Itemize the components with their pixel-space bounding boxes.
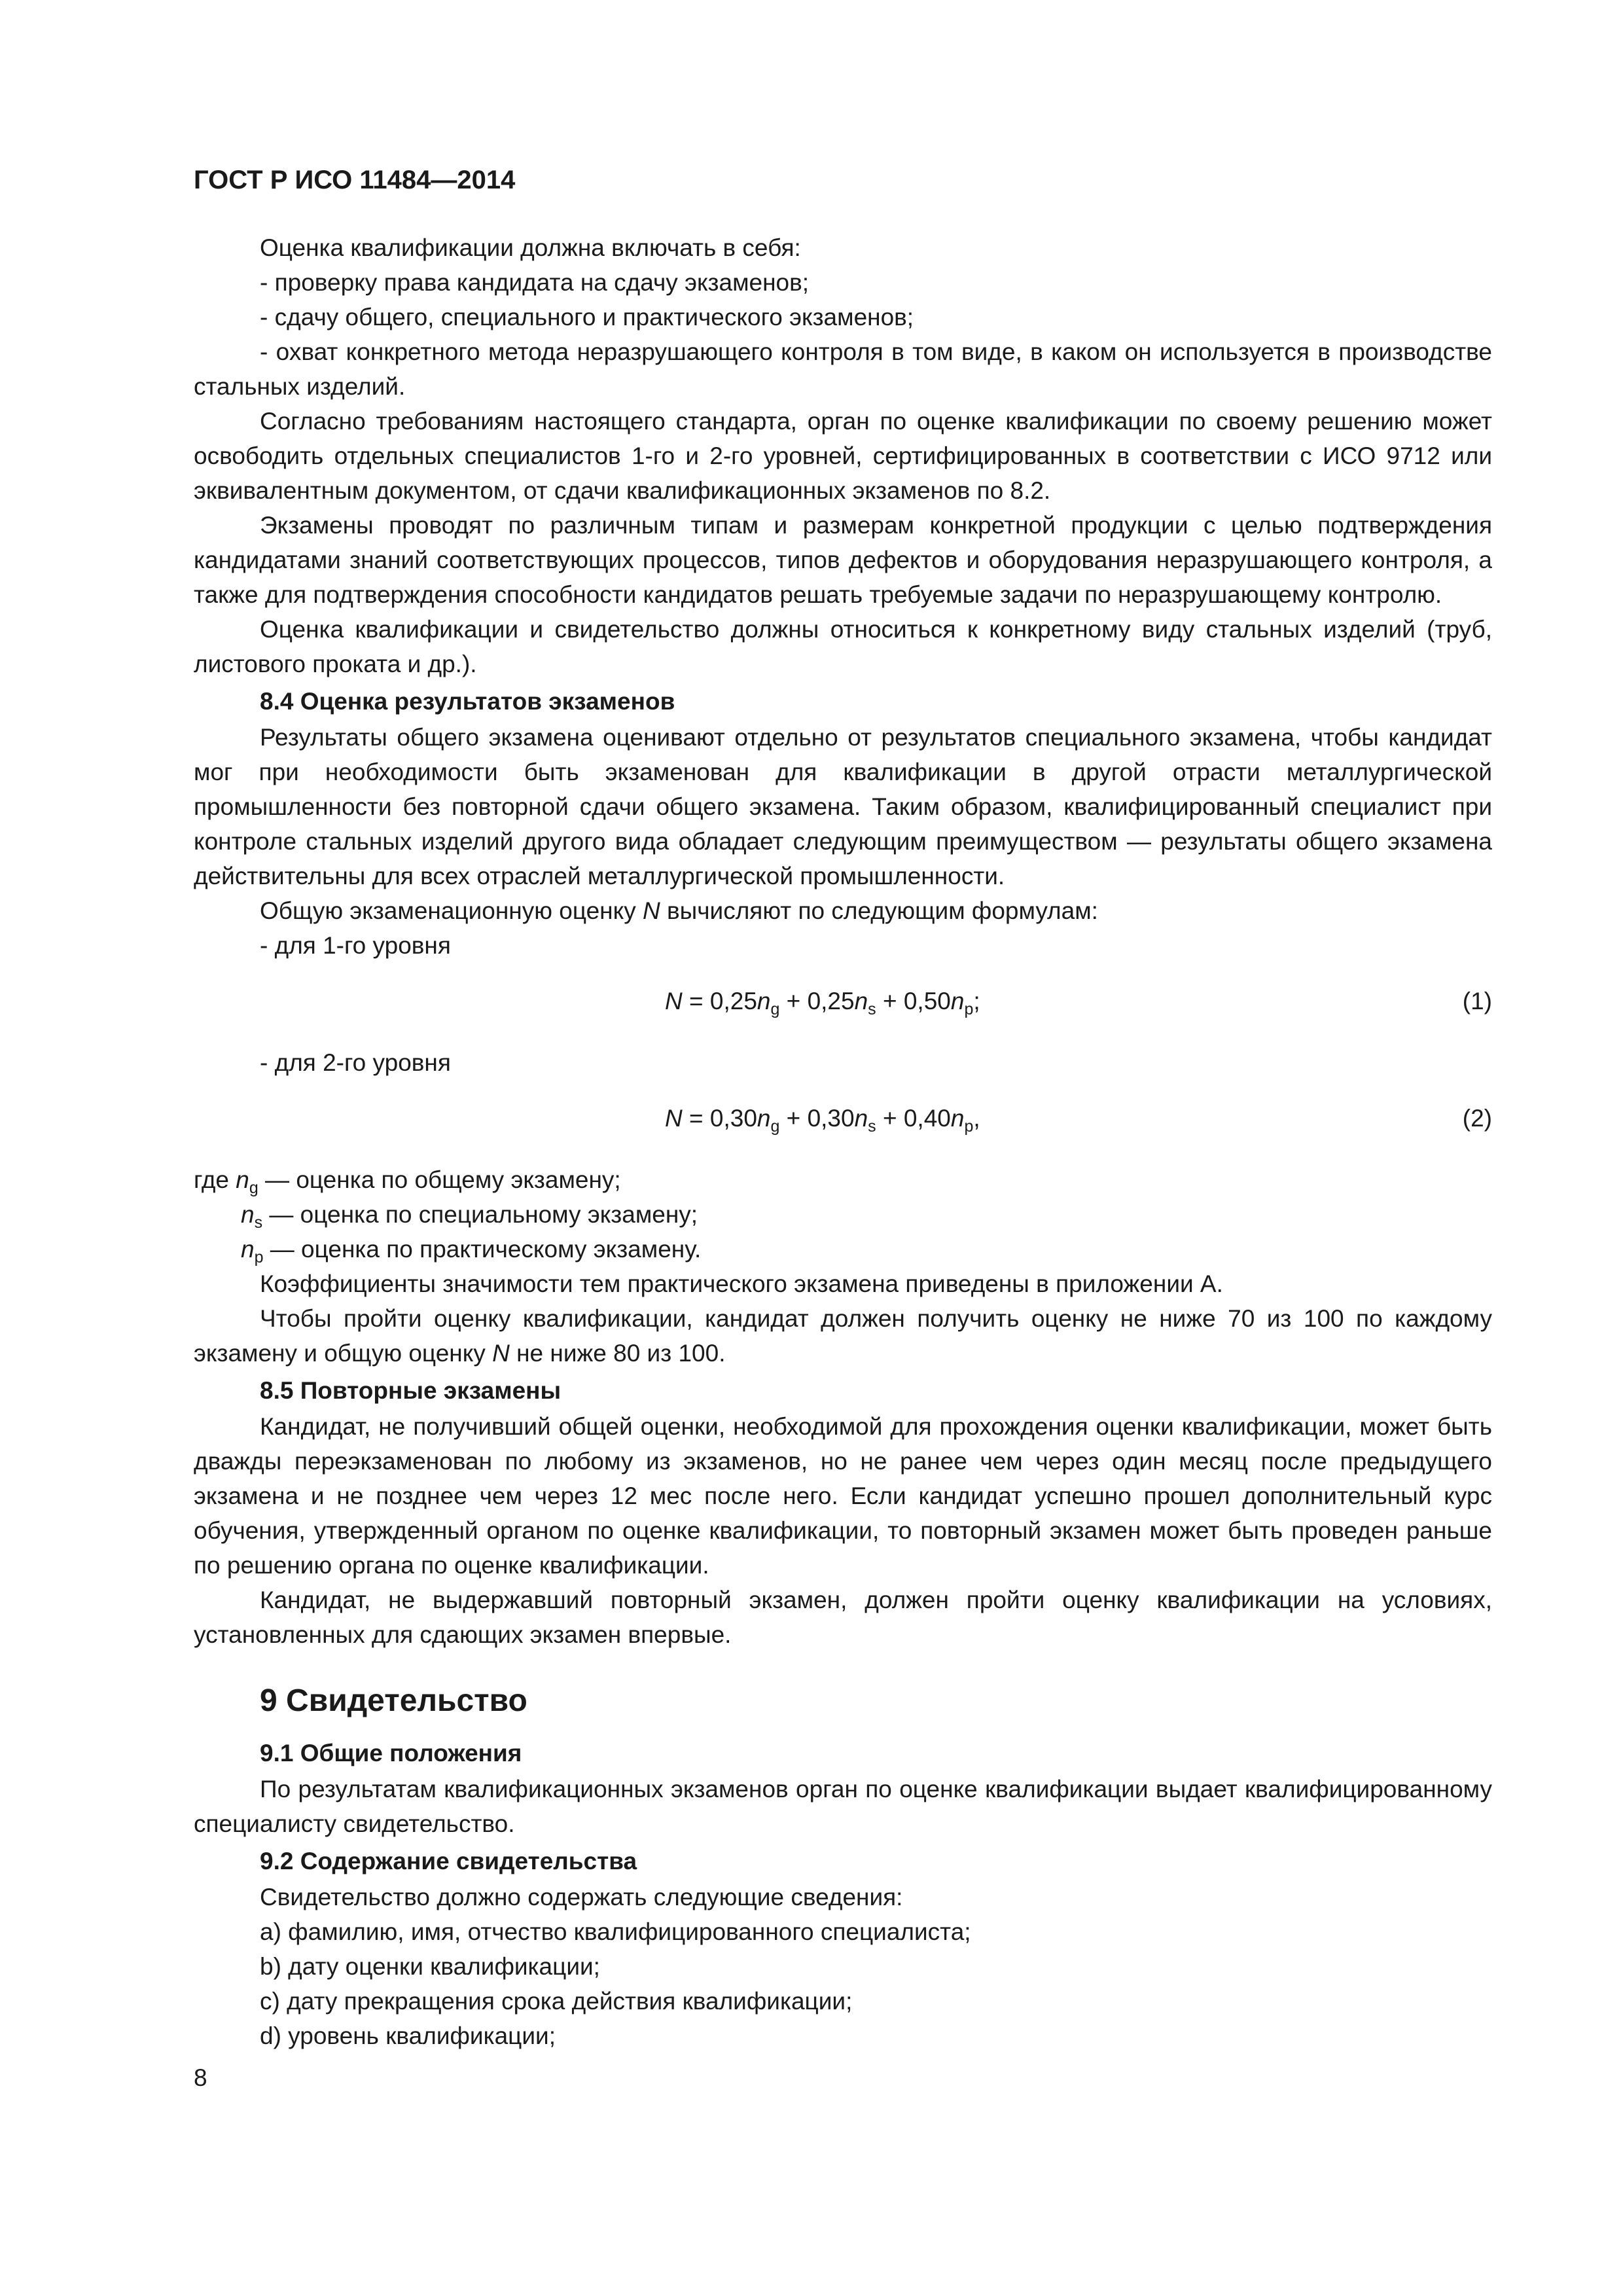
list-item: c) дату прекращения срока действия квалификации; [260,1988,853,2015]
list-item: b) дату оценки квалификации; [260,1953,600,1980]
formula-number: (2) [1462,1105,1492,1132]
list-item: - охват конкретного метода неразрушающего контроля в том виде, в каком он используется в производстве стальных изделий. [194,338,1492,400]
list-item: - для 2-го уровня [260,1049,451,1076]
paragraph: По результатам квалификационных экзаменов орган по оценке квалификации выдает квалифицированному специалисту свидетельство. [194,1776,1492,1837]
list-item: - для 1-го уровня [260,932,451,959]
paragraph: Оценка квалификации должна включать в себя: [260,234,801,261]
paragraph: Согласно требованиям настоящего стандарта, орган по оценке квалификации по своему решению может освободить отдельных специалистов 1-го и 2-го уровней, сертифицированных в соответствии с ИСО 9712 или эквивалентным документом, от сдачи квалификационных экзаменов по 8.2. [194,408,1492,504]
variable-N: N [643,897,660,924]
chapter-heading-9: 9 Свидетельство [260,1683,527,1718]
list-item: d) уровень квалификации; [260,2022,556,2049]
formula-1 [194,984,1492,1022]
paragraph: Общую экзаменационную оценку N вычисляют по следующим формулам: [260,897,1098,924]
paragraph: Результаты общего экзамена оценивают отдельно от результатов специального экзамена, чтобы кандидат мог при необходимости быть экзаменован для квалификации в другой отрасти металлургической промышленности без повторной сдачи общего экзамена. Таким образом, квалифицированный специалист при контроле стальных изделий другого вида обладает следующим преимуществом — результаты общего экзамена действительны для всех отраслей металлургической промышленности. [194,724,1492,889]
list-item: - проверку права кандидата на сдачу экзаменов; [260,269,810,296]
paragraph: Свидетельство должно содержать следующие сведения: [260,1884,903,1910]
definition-ng: где $n_g$ — оценка по общему экзамену; [194,1166,621,1197]
paragraph: Кандидат, не выдержавший повторный экзамен, должен пройти оценку квалификации на условиях, установленных для сдающих экзамен впервые. [194,1587,1492,1648]
formula-2 [194,1101,1492,1139]
section-heading-8-5: 8.5 Повторные экзамены [260,1377,562,1404]
list-item: a) фамилию, имя, отчество квалифицированного специалиста; [260,1918,971,1945]
section-heading-9-1: 9.1 Общие положения [260,1740,522,1767]
variable-N: N [492,1340,510,1367]
paragraph: Экзамены проводят по различным типам и размерам конкретной продукции с целью подтверждения кандидатами знаний соответствующих процессов, типов дефектов и оборудования неразрушающего контроля, а также для подтверждения способности кандидатов решать требуемые задачи по неразрушающему контролю. [194,512,1492,608]
paragraph: Коэффициенты значимости тем практического экзамена приведены в приложении А. [260,1270,1223,1297]
formula-expression: $N = 0,30n_g + 0,30n_s + 0,40n_p$, [665,1105,980,1136]
list-item: - сдачу общего, специального и практического экзаменов; [260,304,914,331]
definition-ns: $n_s$ — оценка по специальному экзамену; [241,1201,698,1232]
section-heading-9-2: 9.2 Содержание свидетельства [260,1848,637,1874]
formula-expression: $N = 0,25n_g + 0,25n_s + 0,50n_p$; [665,988,980,1018]
page-number: 8 [194,2064,207,2091]
formula-definitions [194,1162,1492,1266]
formula-number: (1) [1462,988,1492,1014]
definition-np: $n_p$ — оценка по практическому экзамену. [241,1236,702,1266]
paragraph: Оценка квалификации и свидетельство должны относиться к конкретному виду стальных изделий (труб, листового проката и др.). [194,616,1492,677]
section-heading-8-4: 8.4 Оценка результатов экзаменов [260,688,675,715]
paragraph: Чтобы пройти оценку квалификации, кандидат должен получить оценку не ниже 70 из 100 по каждому экзамену и общую оценку N не ниже 80 из 100. [194,1305,1492,1367]
paragraph: Кандидат, не получивший общей оценки, необходимой для прохождения оценки квалификации, может быть дважды переэкзаменован по любому из экзаменов, но не ранее чем через один месяц после предыдущего экзамена и не позднее чем через 12 мес после него. Если кандидат успешно прошел дополнительный курс обучения, утвержденный органом по оценке квалификации, то повторный экзамен может быть проведен раньше по решению органа по оценке квалификации. [194,1413,1492,1579]
document-header: ГОСТ Р ИСО 11484—2014 [194,166,516,194]
